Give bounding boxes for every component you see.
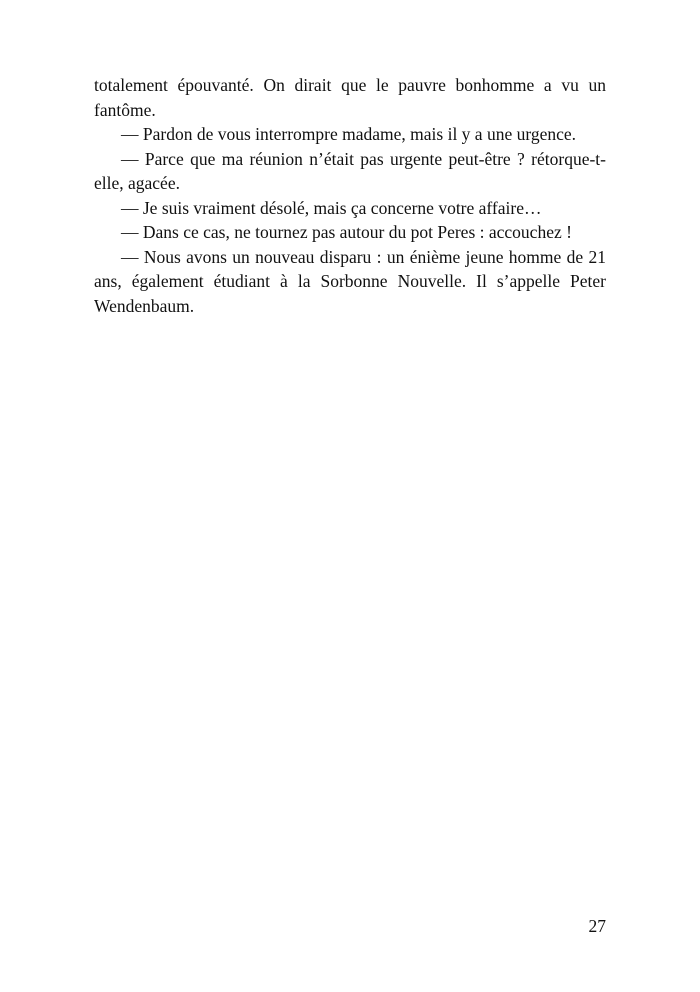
paragraph-6: — Nous avons un nouveau disparu : un énième jeune homme de 21 ans, également étudiant à la Sorbonne Nouvelle. Il s’appelle Peter Wendenbaum. — [94, 246, 606, 316]
page-number: 27 — [588, 916, 606, 936]
paragraph-1: totalement épouvanté. On dirait que le pauvre bonhomme a vu un fantôme. — [94, 75, 606, 120]
paragraph-5: — Dans ce cas, ne tournez pas autour du pot Peres : accouchez ! — [121, 222, 572, 242]
body-text — [94, 73, 606, 318]
paragraph-2: — Pardon de vous interrompre madame, mais il y a une urgence. — [121, 124, 577, 144]
paragraph-4: — Je suis vraiment désolé, mais ça concerne votre affaire… — [121, 197, 542, 218]
paragraph-3: — Parce que ma réunion n’était pas urgente peut-être ? rétorque-t-elle, agacée. — [94, 148, 606, 193]
